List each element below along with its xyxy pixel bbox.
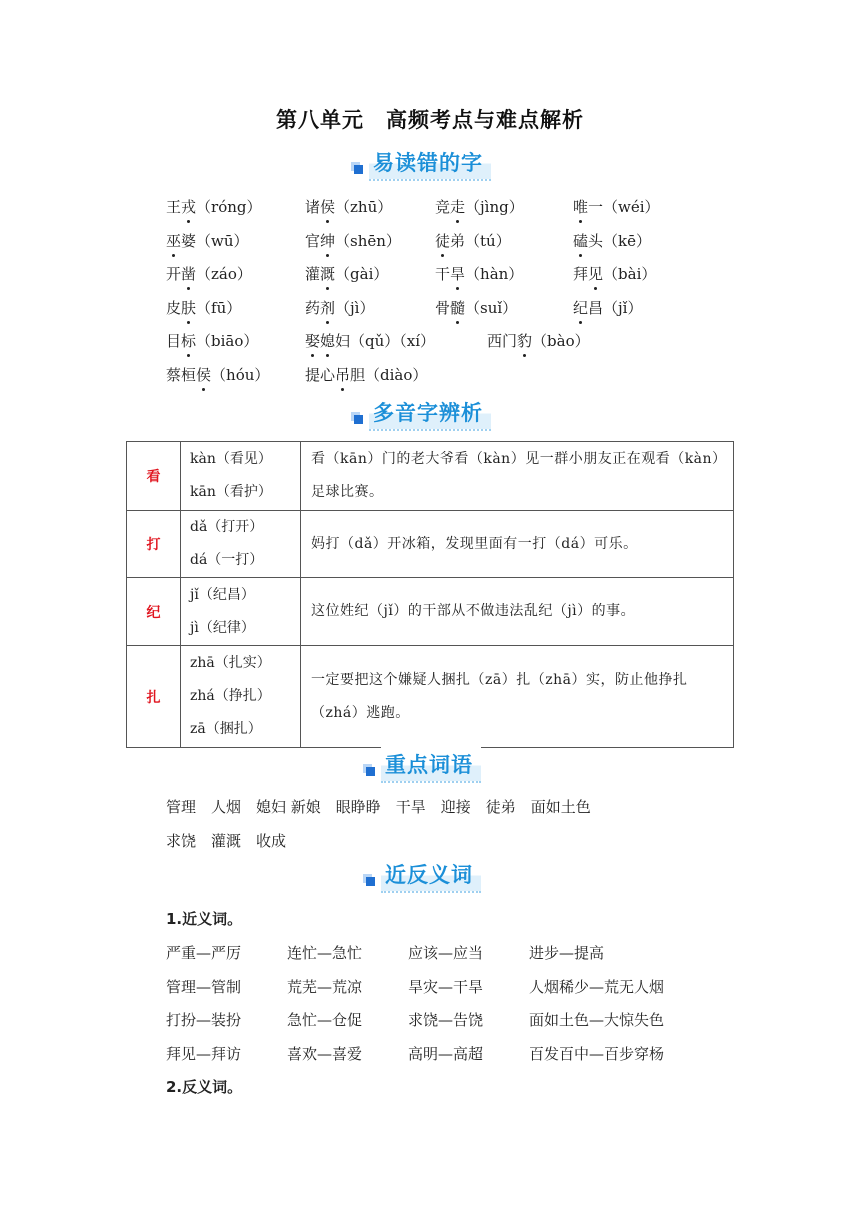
polyphone-example: 看（kān）门的老大爷看（kàn）见一群小朋友正在观看（kàn）足球比赛。 [301, 442, 734, 511]
synonym-pair: 打扮—装扮 [166, 1011, 242, 1029]
page-title: 第八单元 高频考点与难点解析 [276, 108, 584, 132]
item-text: 竞 [435, 198, 451, 216]
item-text: 弟（tú） [450, 231, 511, 250]
antonyms-title: 2.反义词。 [166, 1078, 243, 1096]
polyphone-char: 打 [127, 511, 181, 578]
misread-item [305, 330, 435, 351]
square-bullet-icon [366, 877, 375, 886]
item-text: 目 [166, 332, 182, 351]
item-text: 妇（qǔ）（xí） [335, 332, 436, 351]
synonym-pair: 连忙—急忙 [287, 944, 363, 962]
misread-item [573, 297, 642, 318]
item-text: 干 [435, 265, 451, 284]
item-text: （róng） [196, 198, 262, 216]
dotted-char: 磕 [573, 231, 589, 250]
section-title: 多音字辨析 [369, 395, 491, 431]
dotted-char: 媳 [320, 332, 336, 351]
synonym-pair: 急忙—仓促 [287, 1011, 363, 1029]
section-title: 重点词语 [381, 747, 481, 783]
item-text: （biāo） [196, 332, 259, 351]
synonym-pair: 严重—严厉 [166, 944, 242, 962]
synonyms-title: 1.近义词。 [166, 910, 243, 928]
item-text: 拜 [573, 265, 589, 284]
item-text: （gài） [335, 265, 389, 284]
dotted-char: 吊 [335, 366, 351, 384]
item-text: 骨 [435, 298, 451, 317]
section-title: 近反义词 [381, 857, 481, 893]
synonym-pair: 面如土色—大惊失色 [529, 1011, 665, 1029]
polyphone-char: 看 [127, 442, 181, 511]
dotted-char: 巫 [166, 231, 182, 250]
misread-item [435, 263, 523, 284]
item-text: （suǐ） [465, 298, 518, 317]
item-text: （bài） [603, 265, 657, 284]
item-text: 西门 [487, 332, 518, 351]
misread-item [573, 196, 660, 217]
item-text: 蔡桓 [166, 366, 197, 384]
item-text: 一（wéi） [588, 198, 660, 216]
item-text: 药 [305, 298, 321, 317]
polyphone-readings: dǎ（打开） dá（一打） [181, 511, 301, 578]
misread-item [305, 230, 401, 251]
dotted-char: 戎 [181, 198, 197, 216]
misread-item [166, 364, 269, 385]
table-row [127, 511, 734, 578]
item-text: 王 [166, 198, 182, 216]
polyphone-example: 一定要把这个嫌疑人捆扎（zā）扎（zhā）实，防止他挣扎（zhá）逃跑。 [301, 646, 734, 748]
dotted-char: 凿 [181, 265, 197, 284]
section-synant [366, 858, 481, 892]
table-row [127, 442, 734, 511]
item-text: （hóu） [211, 366, 270, 384]
dotted-char: 肤 [181, 298, 197, 317]
table-row [127, 578, 734, 646]
synonym-pair: 百发百中—百步穿杨 [529, 1044, 665, 1063]
square-bullet-icon [354, 165, 363, 174]
dotted-char: 见 [588, 265, 604, 284]
polyphone-readings: kàn（看见） kān（看护） [181, 442, 301, 511]
section-misread [354, 146, 491, 180]
item-text: 婆（wū） [181, 231, 249, 250]
item-text: 开 [166, 265, 182, 284]
misread-item [305, 297, 374, 318]
polyphone-readings: jǐ（纪昌） jì（纪律） [181, 578, 301, 646]
polyphone-readings: zhā（扎实） zhá（挣扎） zā（捆扎） [181, 646, 301, 748]
square-bullet-icon [354, 415, 363, 424]
misread-item [305, 263, 388, 284]
dotted-char: 走 [450, 198, 466, 216]
keywords-line: 求饶 灌溉 收成 [166, 832, 287, 850]
polyphone-char: 纪 [127, 578, 181, 646]
misread-item [435, 230, 511, 251]
item-text: （záo） [196, 265, 252, 284]
dotted-char: 绅 [320, 231, 336, 250]
item-text: （fū） [196, 298, 242, 317]
misread-item [305, 196, 392, 217]
item-text: （jì） [335, 298, 375, 317]
dotted-char: 髓 [450, 298, 466, 317]
dotted-char: 溉 [320, 265, 336, 284]
item-text: （shēn） [335, 231, 401, 250]
polyphone-char: 扎 [127, 646, 181, 748]
square-bullet-icon [366, 767, 375, 776]
misread-item [166, 230, 249, 251]
misread-item [573, 263, 656, 284]
synonym-pair: 拜见—拜访 [166, 1044, 242, 1063]
dotted-char: 徒 [435, 231, 451, 250]
dotted-char: 旱 [450, 265, 466, 284]
misread-item [573, 230, 651, 251]
section-keywords [366, 748, 481, 782]
dotted-char: 标 [181, 332, 197, 351]
synonym-pair: 旱灾—干旱 [408, 977, 484, 996]
misread-item [166, 196, 262, 217]
section-title: 易读错的字 [369, 145, 491, 181]
item-text: （hàn） [465, 265, 524, 284]
misread-item [305, 364, 427, 385]
synonym-pair: 应该—应当 [408, 944, 484, 962]
item-text: （bào） [532, 332, 590, 351]
item-text: 胆（diào） [350, 366, 428, 384]
item-text: 灌 [305, 265, 321, 284]
misread-item [435, 196, 524, 217]
synonym-pair: 进步—提高 [529, 944, 605, 962]
misread-item [166, 263, 252, 284]
item-text: 诸 [305, 198, 321, 216]
item-text: （zhū） [335, 198, 393, 216]
item-text: 昌（jǐ） [588, 298, 643, 317]
synonym-pair: 管理—管制 [166, 977, 242, 996]
dotted-char: 剂 [320, 298, 336, 317]
item-text: 官 [305, 231, 321, 250]
dotted-char: 娶 [305, 332, 321, 351]
dotted-char: 豹 [517, 332, 533, 351]
table-row [127, 646, 734, 748]
misread-item [487, 330, 590, 351]
polyphone-example: 这位姓纪（jǐ）的干部从不做违法乱纪（jì）的事。 [301, 578, 734, 646]
polyphone-example: 妈打（dǎ）开冰箱，发现里面有一打（dá）可乐。 [301, 511, 734, 578]
polyphone-table [126, 441, 734, 748]
dotted-char: 侯 [196, 366, 212, 384]
item-text: 头（kē） [588, 231, 651, 250]
item-text: 皮 [166, 298, 182, 317]
synonym-pair: 求饶—告饶 [408, 1011, 484, 1029]
dotted-char: 侯 [320, 198, 336, 216]
item-text: 提心 [305, 366, 336, 384]
synonym-pair: 荒芜—荒凉 [287, 977, 363, 996]
dotted-char: 纪 [573, 298, 589, 317]
item-text: （jìng） [465, 198, 524, 216]
misread-item [166, 297, 241, 318]
dotted-char: 唯 [573, 198, 589, 216]
misread-item [166, 330, 258, 351]
keywords-line: 管理 人烟 媳妇 新娘 眼睁睁 干旱 迎接 徒弟 面如土色 [166, 798, 591, 816]
synonym-pair: 喜欢—喜爱 [287, 1044, 363, 1063]
synonym-pair: 高明—高超 [408, 1044, 484, 1063]
section-polyphone [354, 396, 491, 430]
synonym-pair: 人烟稀少—荒无人烟 [529, 977, 665, 996]
misread-item [435, 297, 517, 318]
